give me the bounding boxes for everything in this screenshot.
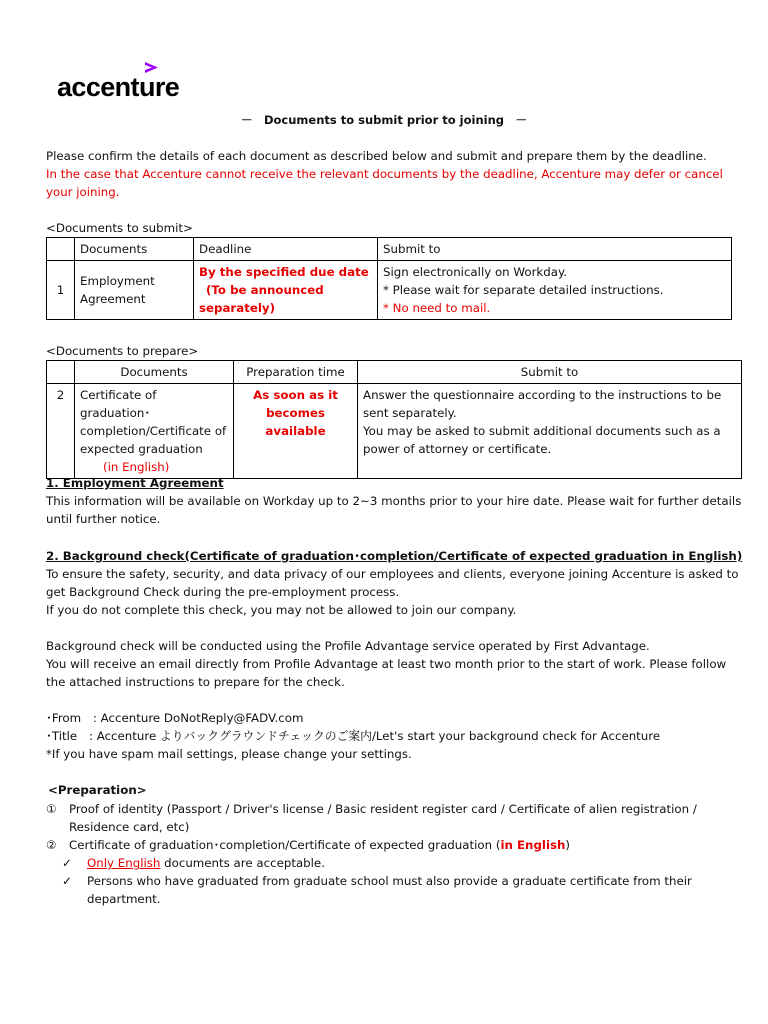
intro-warning-line: your joining. <box>46 185 120 199</box>
submit-to-cell <box>378 261 732 320</box>
cell-line: expected graduation <box>80 442 203 456</box>
section-line: You will receive an email directly from Profile Advantage at least two month prior to the start of work. Please follow <box>46 657 727 671</box>
header-cell: Documents <box>75 361 234 384</box>
check-icon: ✓ <box>62 856 72 870</box>
table-row <box>47 384 742 479</box>
accenture-logo <box>57 60 217 105</box>
section-line: get Background Check during the pre-employment process. <box>46 585 400 599</box>
header-cell <box>47 361 75 384</box>
cell-line: power of attorney or certificate. <box>363 442 552 456</box>
item-text: Certificate of graduation･completion/Certificate of expected graduation ( <box>69 838 501 852</box>
item-line: Proof of identity (Passport / Driver's license / Basic resident register card / Certificate of alien registration / <box>69 802 697 816</box>
intro-text <box>46 147 723 201</box>
cell-line: * Please wait for separate detailed instructions. <box>383 283 664 297</box>
item-highlight: Only English <box>87 856 161 870</box>
cell-line: Sign electronically on Workday. <box>383 265 568 279</box>
prepare-table <box>46 360 742 479</box>
cell-line: completion/Certificate of <box>80 424 227 438</box>
cell-line: As soon as it <box>253 388 338 402</box>
section-line: the attached instructions to prepare for the check. <box>46 675 345 689</box>
cell-line: (in English) <box>103 460 170 474</box>
document-cell <box>75 261 194 320</box>
preparation-heading: <Preparation> <box>48 783 147 797</box>
submit-caption: <Documents to submit> <box>46 221 193 235</box>
spam-note: *If you have spam mail settings, please change your settings. <box>46 747 412 761</box>
section-line: until further notice. <box>46 512 161 526</box>
table-header-row <box>47 361 742 384</box>
check-icon: ✓ <box>62 874 72 888</box>
header-cell: Submit to <box>378 238 732 261</box>
cell-line: sent separately. <box>363 406 457 420</box>
header-cell <box>47 238 75 261</box>
table-row <box>47 261 732 320</box>
cell-line: becomes available <box>265 406 326 438</box>
item-number: ② <box>46 838 57 852</box>
intro-warning-line: In the case that Accenture cannot receive the relevant documents by the deadline, Accenture may defer or cancel <box>46 167 723 181</box>
cell-line: Employment <box>80 274 155 288</box>
logo-text: accenture <box>57 72 180 102</box>
preparation-item <box>69 836 570 854</box>
preparation-time-cell <box>234 384 358 479</box>
submit-to-cell <box>358 384 742 479</box>
prepare-caption: <Documents to prepare> <box>46 344 199 358</box>
section-employment-agreement <box>46 474 741 528</box>
cell-line: Agreement <box>80 292 146 306</box>
email-from: ･From : Accenture DoNotReply@FADV.com <box>46 711 304 725</box>
item-line: Residence card, etc) <box>69 820 190 834</box>
deadline-cell <box>194 261 378 320</box>
cell-line: You may be asked to submit additional documents such as a <box>363 424 721 438</box>
cell-line: Certificate of graduation･ <box>80 388 157 420</box>
section-heading: 1. Employment Agreement <box>46 476 224 490</box>
document-cell <box>75 384 234 479</box>
section-line: To ensure the safety, security, and data privacy of our employees and clients, everyone joining Accenture is asked to <box>46 567 739 581</box>
item-text: ) <box>565 838 571 852</box>
item-line: department. <box>87 892 161 906</box>
header-cell: Documents <box>75 238 194 261</box>
row-number: 1 <box>47 261 75 320</box>
item-highlight: in English <box>500 838 566 852</box>
header-cell: Preparation time <box>234 361 358 384</box>
header-cell: Submit to <box>358 361 742 384</box>
check-item <box>87 854 325 872</box>
section-line: Background check will be conducted using the Profile Advantage service operated by First Advantage. <box>46 639 650 653</box>
cell-line: separately) <box>199 301 275 315</box>
section-line: This information will be available on Workday up to 2~3 months prior to your hire date. Please wait for further details <box>46 494 742 508</box>
preparation-item <box>69 800 697 836</box>
item-line: Persons who have graduated from graduate school must also provide a graduate certificate from their <box>87 874 692 888</box>
intro-line: Please confirm the details of each document as described below and submit and prepare them by the deadline. <box>46 149 707 163</box>
section-line: If you do not complete this check, you may not be allowed to join our company. <box>46 603 517 617</box>
cell-line: Answer the questionnaire according to the instructions to be <box>363 388 722 402</box>
table-header-row <box>47 238 732 261</box>
section-background-check <box>46 547 742 763</box>
section-heading: 2. Background check(Certificate of graduation･completion/Certificate of expected graduation in English) <box>46 549 743 563</box>
email-title: ･Title : Accenture よりバックグラウンドチェックのご案内/Let's start your background check for Accenture <box>46 729 661 743</box>
check-item <box>87 872 692 908</box>
cell-line: (To be announced <box>206 283 324 297</box>
cell-line: * No need to mail. <box>383 301 491 315</box>
header-cell: Deadline <box>194 238 378 261</box>
row-number: 2 <box>47 384 75 479</box>
item-number: ① <box>46 802 57 816</box>
item-text: documents are acceptable. <box>160 856 325 870</box>
cell-line: By the specified due date <box>199 265 369 279</box>
page-title: － Documents to submit prior to joining － <box>240 113 527 127</box>
submit-table <box>46 237 732 320</box>
